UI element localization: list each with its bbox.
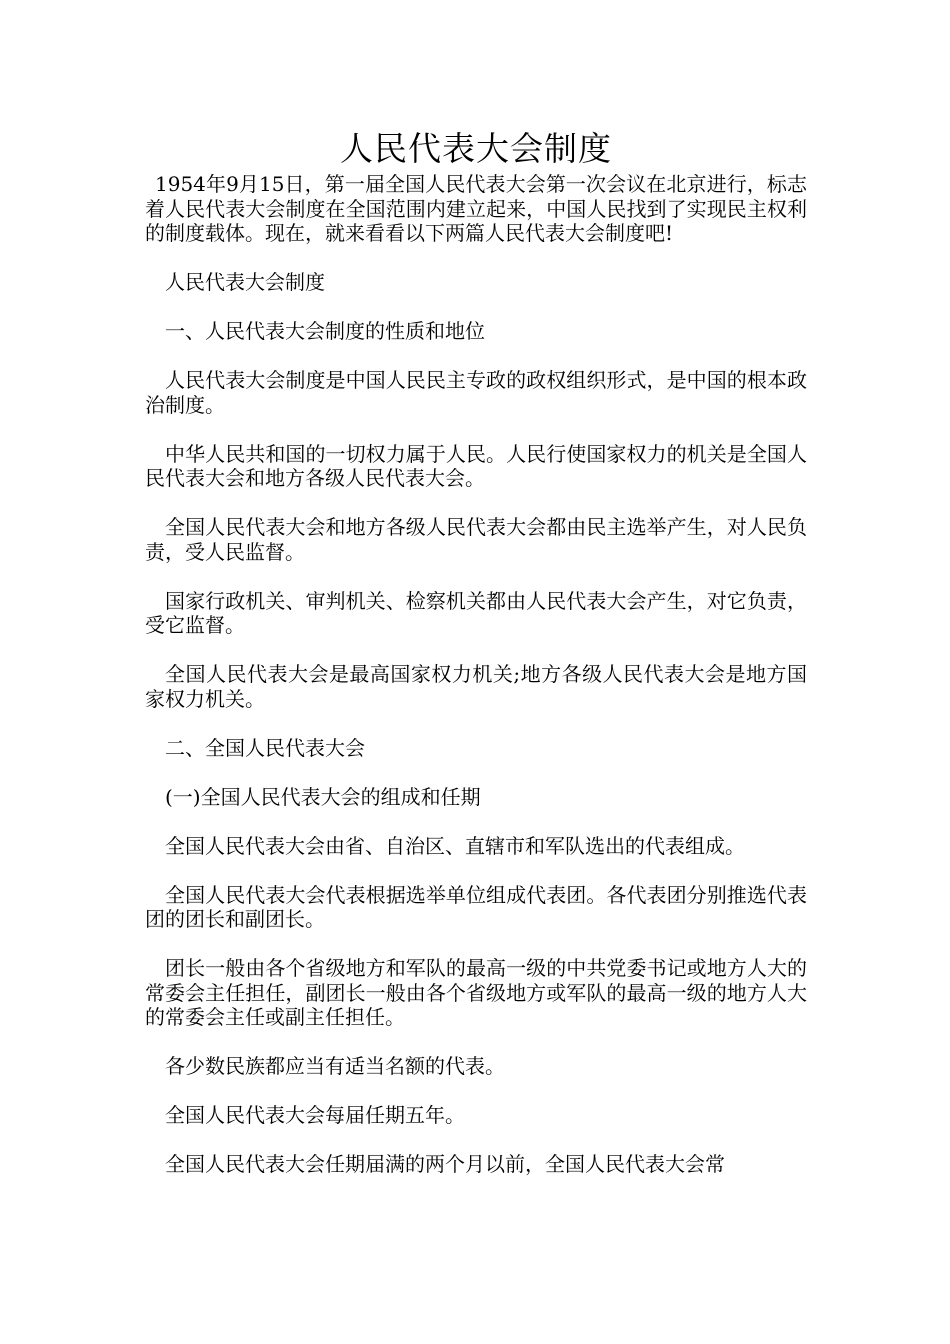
paragraph: 全国人民代表大会由省、自治区、直辖市和军队选出的代表组成。: [165, 833, 745, 858]
paragraph: 全国人民代表大会每届任期五年。: [165, 1103, 465, 1127]
paragraph: 中华人民共和国的一切权力属于人民。人民行使国家权力的机关是全国人民代表大会和地方各级人民代表大会。: [145, 441, 807, 490]
intro-paragraph: 1954年9月15日，第一届全国人民代表大会第一次会议在北京进行，标志着人民代表大会制度在全国范围内建立起来，中国人民找到了实现民主权利的制度载体。现在，就来看看以下两篇人民代表大会制度吧!: [145, 172, 807, 245]
paragraph: 全国人民代表大会是最高国家权力机关;地方各级人民代表大会是地方国家权力机关。: [145, 662, 807, 711]
paragraph: 各少数民族都应当有适当名额的代表。: [165, 1054, 505, 1078]
paragraph: 全国人民代表大会和地方各级人民代表大会都由民主选举产生，对人民负责，受人民监督。: [145, 515, 807, 564]
paragraph: 全国人民代表大会代表根据选举单位组成代表团。各代表团分别推选代表团的团长和副团长。: [145, 882, 807, 931]
paragraph: 全国人民代表大会任期届满的两个月以前，全国人民代表大会常: [165, 1152, 725, 1176]
subsection-heading: (一)全国人民代表大会的组成和任期: [165, 784, 481, 809]
paragraph-subtitle: 人民代表大会制度: [165, 270, 325, 294]
paragraph: 人民代表大会制度是中国人民民主专政的政权组织形式，是中国的根本政治制度。: [145, 368, 807, 417]
paragraph: 国家行政机关、审判机关、检察机关都由人民代表大会产生，对它负责，受它监督。: [145, 588, 807, 637]
document-page: [145, 126, 807, 1177]
section-heading-2: 二、全国人民代表大会: [165, 735, 365, 760]
paragraph: 团长一般由各个省级地方和军队的最高一级的中共党委书记或地方人大的常委会主任担任，副团长一般由各个省级地方或军队的最高一级的地方人大的常委会主任或副主任担任。: [145, 956, 807, 1029]
section-heading-1: 一、人民代表大会制度的性质和地位: [165, 319, 485, 343]
document-title: 人民代表大会制度: [340, 129, 612, 168]
